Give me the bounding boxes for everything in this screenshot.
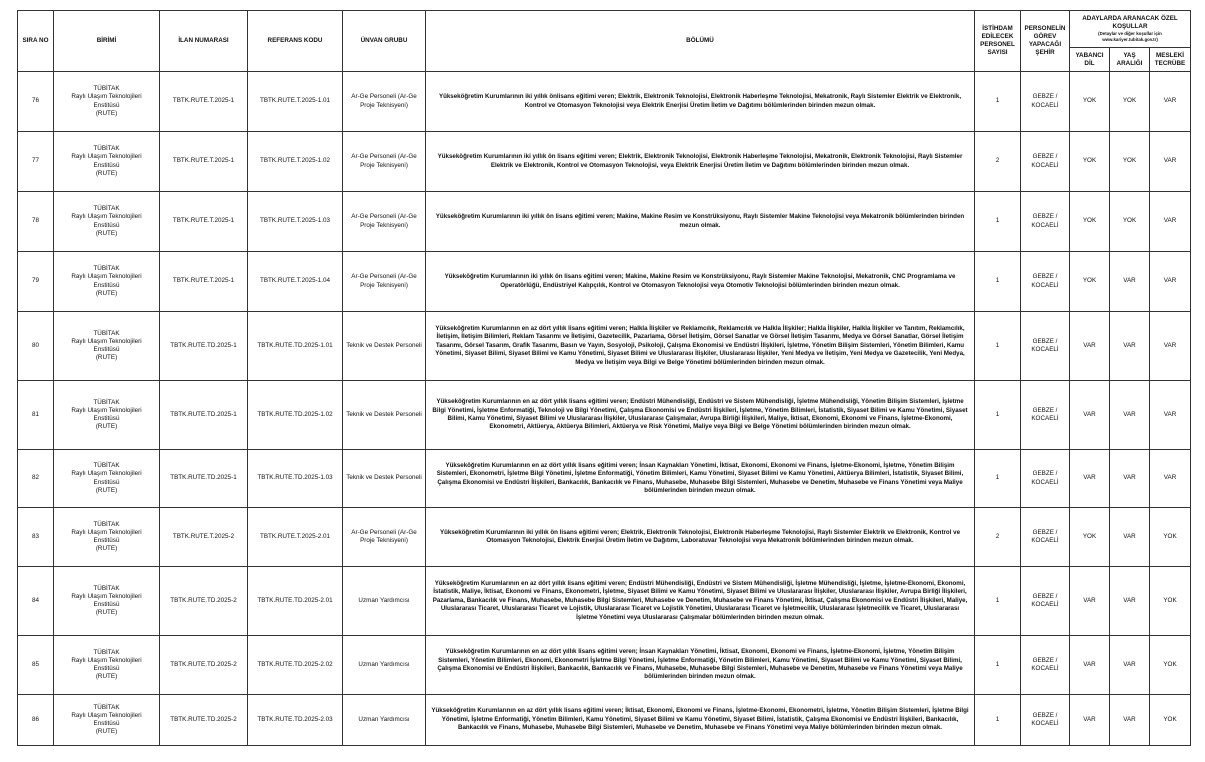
unit-cell xyxy=(54,192,160,252)
ilan-number: TBTK.RUTE.TD.2025-1 xyxy=(160,381,248,450)
col-header-referans-kodu: REFERANS KODU xyxy=(248,11,343,72)
row-number: 79 xyxy=(18,252,54,312)
unit-cell xyxy=(54,508,160,567)
reference-code: TBTK.RUTE.T.2025-1.04 xyxy=(248,252,343,312)
work-city: GEBZE / KOCAELİ xyxy=(1021,72,1070,132)
row-number: 84 xyxy=(18,567,54,636)
unit-line: Raylı Ulaşım Teknolojileri xyxy=(71,656,142,664)
unit-line: (RUTE) xyxy=(95,289,118,297)
title-group: Ar-Ge Personeli (Ar-Ge Proje Teknisyeni) xyxy=(343,192,426,252)
unit-line: (RUTE) xyxy=(95,169,118,177)
unit-line: TÜBİTAK xyxy=(93,205,120,213)
unit-line: (RUTE) xyxy=(95,354,118,362)
work-city: GEBZE / KOCAELİ xyxy=(1021,132,1070,192)
title-group: Uzman Yardımcısı xyxy=(343,567,426,636)
unit-line: TÜBİTAK xyxy=(93,145,120,153)
ilan-number: TBTK.RUTE.T.2025-1 xyxy=(160,72,248,132)
unit-line: TÜBİTAK xyxy=(93,265,120,273)
age-range: VAR xyxy=(1110,450,1150,508)
table-row xyxy=(18,450,1191,508)
unit-line: Raylı Ulaşım Teknolojileri xyxy=(71,406,142,414)
unit-cell xyxy=(54,252,160,312)
col-header-birimi: BİRİMİ xyxy=(54,11,160,72)
col-header-istihdam: İSTİHDAM EDİLECEK PERSONEL SAYISI xyxy=(975,11,1021,72)
unit-line: Raylı Ulaşım Teknolojileri xyxy=(71,273,142,281)
foreign-language: YOK xyxy=(1070,132,1110,192)
foreign-language: VAR xyxy=(1070,695,1110,746)
ilan-number: TBTK.RUTE.T.2025-2 xyxy=(160,508,248,567)
col-header-yas-araligi: YAŞ ARALIĞI xyxy=(1110,48,1150,72)
col-header-bolumu: BÖLÜMÜ xyxy=(426,11,975,72)
age-range: VAR xyxy=(1110,508,1150,567)
unit-cell xyxy=(54,72,160,132)
table-row xyxy=(18,132,1191,192)
reference-code: TBTK.RUTE.TD.2025-2.02 xyxy=(248,636,343,695)
foreign-language: VAR xyxy=(1070,450,1110,508)
work-city: GEBZE / KOCAELİ xyxy=(1021,381,1070,450)
table-row xyxy=(18,381,1191,450)
row-number: 81 xyxy=(18,381,54,450)
unit-line: TÜBİTAK xyxy=(93,648,120,656)
col-header-personelin: PERSONELİN GÖREV YAPACAĞI ŞEHİR xyxy=(1021,11,1070,72)
job-listing-sheet xyxy=(17,10,1190,746)
ilan-number: TBTK.RUTE.TD.2025-1 xyxy=(160,312,248,381)
headcount: 2 xyxy=(975,508,1021,567)
unit-line: Enstitüsü xyxy=(93,346,120,353)
table-row xyxy=(18,312,1191,381)
ilan-number: TBTK.RUTE.TD.2025-2 xyxy=(160,695,248,746)
work-city: GEBZE / KOCAELİ xyxy=(1021,695,1070,746)
col-header-yabanci-dil: YABANCI DİL xyxy=(1070,48,1110,72)
unit-line: (RUTE) xyxy=(95,109,118,117)
foreign-language: YOK xyxy=(1070,252,1110,312)
reference-code: TBTK.RUTE.T.2025-1.01 xyxy=(248,72,343,132)
foreign-language: YOK xyxy=(1070,72,1110,132)
job-listing-table xyxy=(17,10,1191,746)
headcount: 1 xyxy=(975,192,1021,252)
table-row xyxy=(18,252,1191,312)
unit-line: Enstitüsü xyxy=(93,601,120,608)
table-row xyxy=(18,508,1191,567)
unit-cell xyxy=(54,695,160,746)
row-number: 85 xyxy=(18,636,54,695)
department-requirements: Yükseköğretim Kurumlarının en az dört yıllık lisans eğitimi veren; İktisat, Ekonomi, Ekonomi ve Finans, İşletme-Ekonomi, Ekonometri, İşletme, Yönetim Bilişim Sistemleri, İşletme Bilgi Yönetimi, İşletme Enformatiği, Yönetim Bilimleri, Kamu Yönetimi, Siyaset Bilimi ve Kamu Yönetimi, Siyaset Bilimi, İstatistik, Çalışma Ekonomisi ve Endüstri İlişkileri, Bankacılık, Bankacılık ve Finans, Muhasebe, Muhasebe Bilgi Sistemleri, Muhasebe ve Denetim, Muhasebe ve Finans Yönetimi veya Maliye bölümlerinden birinden mezun olmak. xyxy=(426,695,975,746)
unit-line: Enstitüsü xyxy=(93,281,120,289)
work-experience: VAR xyxy=(1150,132,1191,192)
department-requirements: Yükseköğretim Kurumlarının iki yıllık ön lisans eğitimi veren; Elektrik, Elektronik Teknolojisi, Elektronik Haberleşme Teknolojisi, Raylı Sistemler Elektrik ve Elektronik, Kontrol ve Otomasyon Teknolojisi, Elektrik Enerjisi Üretim İletim ve Dağıtımı, Laboratuvar Teknolojisi veya Mekatronik bölümlerinden birinden mezun olmak. xyxy=(426,508,975,567)
unit-cell xyxy=(54,132,160,192)
foreign-language: VAR xyxy=(1070,567,1110,636)
unit-line: TÜBİTAK xyxy=(93,520,120,528)
unit-line: (RUTE) xyxy=(95,423,118,431)
headcount: 1 xyxy=(975,450,1021,508)
row-number: 76 xyxy=(18,72,54,132)
unit-line: Enstitüsü xyxy=(93,161,120,169)
work-experience: VAR xyxy=(1150,381,1191,450)
row-number: 82 xyxy=(18,450,54,508)
ozel-kosullar-note: (Detaylar ve diğer koşullar için www.kariyer.tubitak.gov.tr) xyxy=(1098,31,1162,42)
age-range: VAR xyxy=(1110,252,1150,312)
reference-code: TBTK.RUTE.TD.2025-2.01 xyxy=(248,567,343,636)
row-number: 86 xyxy=(18,695,54,746)
table-row xyxy=(18,567,1191,636)
work-experience: VAR xyxy=(1150,192,1191,252)
table-body xyxy=(18,72,1191,746)
unit-line: Raylı Ulaşım Teknolojileri xyxy=(71,153,142,161)
work-city: GEBZE / KOCAELİ xyxy=(1021,252,1070,312)
headcount: 1 xyxy=(975,381,1021,450)
table-row xyxy=(18,192,1191,252)
unit-line: TÜBİTAK xyxy=(93,398,120,406)
reference-code: TBTK.RUTE.TD.2025-2.03 xyxy=(248,695,343,746)
unit-line: TÜBİTAK xyxy=(93,703,120,711)
row-number: 83 xyxy=(18,508,54,567)
age-range: VAR xyxy=(1110,636,1150,695)
headcount: 1 xyxy=(975,72,1021,132)
work-experience: YOK xyxy=(1150,695,1191,746)
title-group: Teknik ve Destek Personeli xyxy=(343,381,426,450)
unit-line: Enstitüsü xyxy=(93,665,120,672)
reference-code: TBTK.RUTE.TD.2025-1.02 xyxy=(248,381,343,450)
reference-code: TBTK.RUTE.T.2025-1.02 xyxy=(248,132,343,192)
department-requirements: Yükseköğretim Kurumlarının en az dört yıllık lisans eğitimi veren; İnsan Kaynakları Yönetimi, İktisat, Ekonomi, Ekonomi ve Finans, İşletme-Ekonomi, İşletme, Yönetim Bilişim Sistemleri, Yönetim Bilimleri, Ekonomi, Ekonometri İşletme Bilgi Yönetimi, İşletme Enformatiği, Yönetim Bilimleri, Kamu Yönetimi, Siyaset Bilimi ve Kamu Yönetimi, Siyaset Bilimi, Çalışma Ekonomisi ve Endüstri İlişkileri, Bankacılık, Bankacılık ve Finans, Muhasebe, Muhasebe Bilgi Sistemleri, Muhasebe ve Denetim, Muhasebe ve Finans Yönetimi veya Maliye bölümlerinden birinden mezun olmak. xyxy=(426,636,975,695)
reference-code: TBTK.RUTE.TD.2025-1.03 xyxy=(248,450,343,508)
title-group: Ar-Ge Personeli (Ar-Ge Proje Teknisyeni) xyxy=(343,508,426,567)
unit-cell xyxy=(54,567,160,636)
work-city: GEBZE / KOCAELİ xyxy=(1021,450,1070,508)
ilan-number: TBTK.RUTE.TD.2025-2 xyxy=(160,636,248,695)
row-number: 80 xyxy=(18,312,54,381)
foreign-language: VAR xyxy=(1070,636,1110,695)
headcount: 1 xyxy=(975,567,1021,636)
unit-line: (RUTE) xyxy=(95,609,118,617)
table-row xyxy=(18,72,1191,132)
age-range: VAR xyxy=(1110,381,1150,450)
unit-line: TÜBİTAK xyxy=(93,329,120,337)
department-requirements: Yükseköğretim Kurumlarının en az dört yıllık lisans eğitimi veren; Endüstri Mühendisliği, Endüstri ve Sistem Mühendisliği, İşletme Mühendisliği, Yönetim Bilişim Sistemleri, İşletme Bilgi Yönetimi, İşletme Enformatiği, Teknoloji ve Bilgi Yönetimi, Çalışma Ekonomisi ve Endüstri İlişkileri, İşletme, Yönetim Bilimleri, İstatistik, Siyaset Bilimi ve Kamu Yönetimi, Siyaset Bilimi, Kamu Yönetimi, Siyaset Bilimi ve Uluslararası İlişkiler, Uluslararası Çalışmalar, Avrupa Birliği İlişkileri, Maliye, İktisat, Ekonomi, Ekonomi ve Finans, İşletme-Ekonomi, Ekonometri, Aktüerya, Aktüerya Bilimleri, Aktüerya ve Risk Yönetimi, Maliye veya Bilgi ve Belge Yönetimi bölümlerinden birinden mezun olmak. xyxy=(426,381,975,450)
title-group: Uzman Yardımcısı xyxy=(343,695,426,746)
work-city: GEBZE / KOCAELİ xyxy=(1021,192,1070,252)
unit-line: Raylı Ulaşım Teknolojileri xyxy=(71,337,142,345)
headcount: 1 xyxy=(975,312,1021,381)
ilan-number: TBTK.RUTE.T.2025-1 xyxy=(160,192,248,252)
unit-line: TÜBİTAK xyxy=(93,85,120,93)
row-number: 78 xyxy=(18,192,54,252)
department-requirements: Yükseköğretim Kurumlarının iki yıllık önlisans eğitimi veren; Elektrik, Elektronik Teknolojisi, Elektronik Haberleşme Teknolojisi, Mekatronik, Raylı Sistemler Elektrik ve Elektronik, Kontrol ve Otomasyon Teknolojisi veya Elektrik Enerjisi Üretim İletim ve Dağıtımı bölümlerinden birinden mezun olmak. xyxy=(426,72,975,132)
col-header-ozel-kosullar xyxy=(1070,11,1191,48)
foreign-language: YOK xyxy=(1070,192,1110,252)
work-city: GEBZE / KOCAELİ xyxy=(1021,508,1070,567)
unit-cell xyxy=(54,636,160,695)
col-header-unvan-grubu: ÜNVAN GRUBU xyxy=(343,11,426,72)
work-city: GEBZE / KOCAELİ xyxy=(1021,312,1070,381)
unit-line: (RUTE) xyxy=(95,486,118,494)
work-city: GEBZE / KOCAELİ xyxy=(1021,567,1070,636)
department-requirements: Yükseköğretim Kurumlarının en az dört yıllık lisans eğitimi veren; Endüstri Mühendisliği, Endüstri ve Sistem Mühendisliği, İşletme Mühendisliği, İşletme, İşletme-Ekonomi, Ekonomi, İstatistik, Maliye, İktisat, Ekonomi ve Finans, Ekonometri, İşletme, Siyaset Bilimi ve Kamu Yönetimi, Siyaset Bilimi ve Uluslararası İlişkiler, Uluslararası İlişkiler, Avrupa Birliği İlişkileri, Pazarlama, Bankacılık ve Finans, Muhasebe, Muhasebe Bilgi Sistemleri, Muhasebe ve Denetim, Muhasebe ve Finans Yönetimi, İktisat, Çalışma Ekonomisi ve Endüstri İlişkileri, Maliye, Uluslararası Ticaret, Uluslararası Ticaret ve Lojistik, Uluslararası Ticaret ve Lojistik Yönetimi, Uluslararası Ticaret ve İşletmecilik, Uluslararası İşletmecilik ve Ticaret, Uluslararası İşletme Yönetimi veya Uluslararası Çalışmalar bölümlerinden birinden mezun olmak. xyxy=(426,567,975,636)
unit-line: Enstitüsü xyxy=(93,720,120,727)
work-experience: VAR xyxy=(1150,252,1191,312)
department-requirements: Yükseköğretim Kurumlarının iki yıllık ön lisans eğitimi veren; Elektrik, Elektronik Teknolojisi, Elektronik Haberleşme Teknolojisi, Mekatronik, Elektronik Teknolojisi, Raylı Sistemler Elektrik ve Elektronik, Kontrol ve Otomasyon Teknolojisi, veya Elektrik Enerjisi Üretim İletim ve Dağıtımı bölümlerinden birinden mezun olmak. xyxy=(426,132,975,192)
title-group: Ar-Ge Personeli (Ar-Ge Proje Teknisyeni) xyxy=(343,252,426,312)
work-experience: VAR xyxy=(1150,450,1191,508)
headcount: 1 xyxy=(975,252,1021,312)
unit-line: Raylı Ulaşım Teknolojileri xyxy=(71,93,142,101)
unit-line: Enstitüsü xyxy=(93,415,120,422)
department-requirements: Yükseköğretim Kurumlarının iki yıllık ön lisans eğitimi veren; Makine, Makine Resim ve Konstrüksiyonu, Raylı Sistemler Makine Teknolojisi veya Mekatronik bölümlerinden birinden mezun olmak. xyxy=(426,192,975,252)
reference-code: TBTK.RUTE.T.2025-2.01 xyxy=(248,508,343,567)
ilan-number: TBTK.RUTE.T.2025-1 xyxy=(160,252,248,312)
unit-line: (RUTE) xyxy=(95,673,118,681)
unit-line: Enstitüsü xyxy=(93,537,120,544)
unit-line: Raylı Ulaşım Teknolojileri xyxy=(71,592,142,600)
work-experience: YOK xyxy=(1150,567,1191,636)
work-experience: YOK xyxy=(1150,636,1191,695)
unit-line: (RUTE) xyxy=(95,545,118,553)
reference-code: TBTK.RUTE.T.2025-1.03 xyxy=(248,192,343,252)
title-group: Teknik ve Destek Personeli xyxy=(343,312,426,381)
department-requirements: Yükseköğretim Kurumlarının iki yıllık ön lisans eğitimi veren; Makine, Makine Resim ve Konstrüksiyonu, Raylı Sistemler Makine Teknolojisi, Mekatronik, CNC Programlama ve Operatörlüğü, Endüstriyel Kalıpçılık, Kontrol ve Otomasyon Teknolojisi veya Otomotiv Teknolojisi bölümlerinden birinden mezun olmak. xyxy=(426,252,975,312)
age-range: VAR xyxy=(1110,312,1150,381)
title-group: Uzman Yardımcısı xyxy=(343,636,426,695)
foreign-language: VAR xyxy=(1070,381,1110,450)
work-city: GEBZE / KOCAELİ xyxy=(1021,636,1070,695)
headcount: 1 xyxy=(975,695,1021,746)
unit-cell xyxy=(54,381,160,450)
col-header-sira-no: SIRA NO xyxy=(18,11,54,72)
age-range: VAR xyxy=(1110,567,1150,636)
unit-cell xyxy=(54,312,160,381)
ilan-number: TBTK.RUTE.TD.2025-1 xyxy=(160,450,248,508)
unit-line: Enstitüsü xyxy=(93,101,120,109)
ilan-number: TBTK.RUTE.T.2025-1 xyxy=(160,132,248,192)
unit-line: (RUTE) xyxy=(95,229,118,237)
title-group: Ar-Ge Personeli (Ar-Ge Proje Teknisyeni) xyxy=(343,132,426,192)
title-group: Ar-Ge Personeli (Ar-Ge Proje Teknisyeni) xyxy=(343,72,426,132)
foreign-language: YOK xyxy=(1070,508,1110,567)
work-experience: VAR xyxy=(1150,312,1191,381)
header-row-1 xyxy=(18,11,1191,48)
row-number: 77 xyxy=(18,132,54,192)
unit-line: Raylı Ulaşım Teknolojileri xyxy=(71,213,142,221)
age-range: YOK xyxy=(1110,132,1150,192)
ozel-kosullar-title: ADAYLARDA ARANACAK ÖZEL KOŞULLAR xyxy=(1082,15,1178,31)
department-requirements: Yükseköğretim Kurumlarının en az dört yıllık lisans eğitimi veren; İnsan Kaynakları Yönetimi, İktisat, Ekonomi, Ekonomi ve Finans, İşletme-Ekonomi, İşletme, Yönetim Bilişim Sistemleri, Ekonometri, İşletme Bilgi Yönetimi, İşletme Enformatiği, Yönetim Bilimleri, Kamu Yönetimi, Siyaset Bilimi ve Kamu Yönetimi, Aktüerya Bilimleri, İstatistik, Siyaset Bilimi, Çalışma Ekonomisi ve Endüstri İlişkileri, Bankacılık, Bankacılık ve Finans, Muhasebe, Muhasebe Bilgi Sistemleri, Muhasebe ve Denetim, Muhasebe ve Finans Yönetimi veya Maliye bölümlerinden birinden mezun olmak. xyxy=(426,450,975,508)
ilan-number: TBTK.RUTE.TD.2025-2 xyxy=(160,567,248,636)
title-group: Teknik ve Destek Personeli xyxy=(343,450,426,508)
unit-line: (RUTE) xyxy=(95,728,118,736)
table-row xyxy=(18,636,1191,695)
reference-code: TBTK.RUTE.TD.2025-1.01 xyxy=(248,312,343,381)
col-header-ilan-numarasi: İLAN NUMARASI xyxy=(160,11,248,72)
unit-line: Raylı Ulaşım Teknolojileri xyxy=(71,528,142,536)
foreign-language: VAR xyxy=(1070,312,1110,381)
unit-line: Enstitüsü xyxy=(93,221,120,229)
unit-line: Raylı Ulaşım Teknolojileri xyxy=(71,711,142,719)
age-range: YOK xyxy=(1110,192,1150,252)
table-row xyxy=(18,695,1191,746)
department-requirements: Yükseköğretim Kurumlarının en az dört yıllık lisans eğitimi veren; Halkla İlişkiler ve Reklamcılık, Reklamcılık ve Halkla İlişkiler; Halkla İlişkiler, Halkla İlişkiler ve Tanıtım, Reklamcılık, İletişim, İletişim Bilimleri, Reklam Tasarımı ve İletişimi, Gazetecilik, Pazarlama, Görsel İletişim, Görsel Sanatlar ve Görsel İletişim Tasarımı, Medya ve Görsel Sanatlar, Görsel İletişim Tasarımı, Görsel Tasarım, Grafik Tasarımı, Basın ve Yayın, Sosyoloji, Psikoloji, Çalışma Ekonomisi ve Endüstri İlişkileri, İşletme, Yönetim Bilişim Sistemleri, Yönetim Bilimleri, Kamu Yönetimi, Siyaset Bilimi, Siyaset Bilimi ve Kamu Yönetimi, Siyaset Bilimi ve Uluslararası İlişkiler, Uluslararası İlişkiler, Yeni Medya ve İletişim, Yeni Medya ve Gazetecilik, Yeni Medya, Medya ve İletişim veya Bilgi ve Belge Yönetimi bölümlerinden birinden mezun olmak. xyxy=(426,312,975,381)
col-header-mesleki-tecrube: MESLEKİ TECRÜBE xyxy=(1150,48,1191,72)
work-experience: VAR xyxy=(1150,72,1191,132)
headcount: 2 xyxy=(975,132,1021,192)
age-range: YOK xyxy=(1110,72,1150,132)
unit-line: TÜBİTAK xyxy=(93,584,120,592)
unit-line: Enstitüsü xyxy=(93,478,120,486)
unit-line: Raylı Ulaşım Teknolojileri xyxy=(71,470,142,478)
age-range: VAR xyxy=(1110,695,1150,746)
unit-cell xyxy=(54,450,160,508)
work-experience: YOK xyxy=(1150,508,1191,567)
unit-line: TÜBİTAK xyxy=(93,462,120,470)
headcount: 1 xyxy=(975,636,1021,695)
